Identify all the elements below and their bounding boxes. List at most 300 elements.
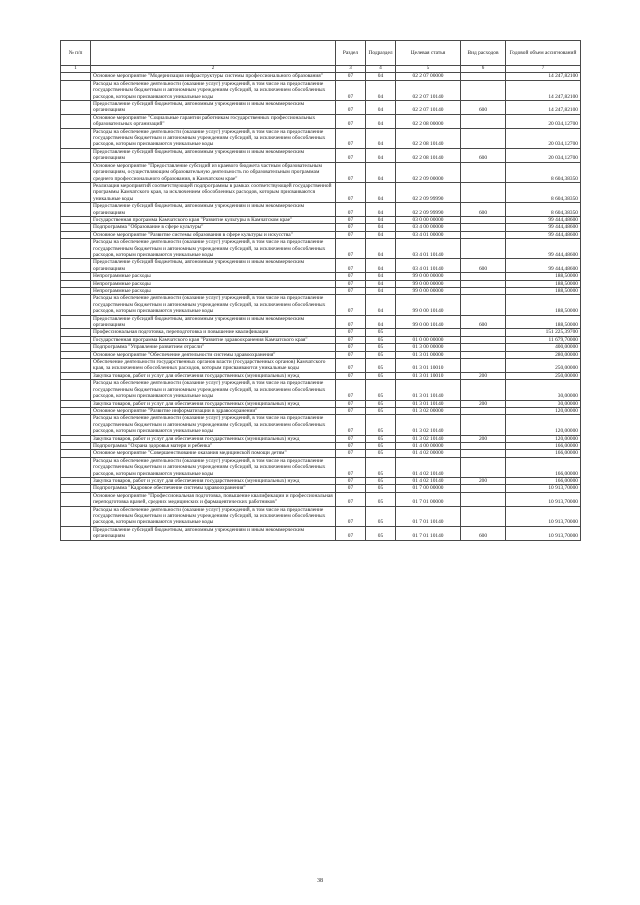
cell-vr xyxy=(461,407,506,414)
cell-name: Расходы на обеспечение деятельности (оказание услуг) учреждений, в том числе на предоставление государственным бюджетным и автономным учреждениям субсидий, за исключением обособленных расходов, которым присваиваются уникальные коды xyxy=(91,457,336,477)
cell-name: Подпрограмма "Образование в сфере культуры" xyxy=(91,224,336,231)
cell-name: Непрограммные расходы xyxy=(91,280,336,287)
cell-rz: 07 xyxy=(336,80,366,100)
cell-sum: 188,50000 xyxy=(506,288,581,295)
table-row xyxy=(61,114,581,128)
cell-num xyxy=(61,442,91,449)
cell-rz: 07 xyxy=(336,380,366,400)
cell-name: Основное мероприятие "Совершенствование оказания медицинской помощи детям" xyxy=(91,450,336,457)
table-row xyxy=(61,506,581,526)
cell-sum: 11 679,70000 xyxy=(506,336,581,343)
col-number: 3 xyxy=(336,66,366,73)
cell-num xyxy=(61,457,91,477)
cell-vr xyxy=(461,114,506,128)
col-number: 7 xyxy=(506,66,581,73)
cell-csr: 01 4 00 00000 xyxy=(396,442,461,449)
cell-num xyxy=(61,435,91,442)
table-row xyxy=(61,435,581,442)
cell-rz: 07 xyxy=(336,457,366,477)
cell-csr: 02 2 07 10140 xyxy=(396,80,461,100)
cell-num xyxy=(61,485,91,492)
cell-sum: 166,00000 xyxy=(506,457,581,477)
cell-sum: 10 913,70000 xyxy=(506,526,581,540)
cell-csr: 99 0 00 10140 xyxy=(396,315,461,329)
cell-pr: 04 xyxy=(366,295,396,315)
cell-pr: 05 xyxy=(366,435,396,442)
cell-pr: 04 xyxy=(366,239,396,259)
header-csr: Целевая статья xyxy=(396,41,461,66)
cell-name: Основное мероприятие "Социальные гарантии работникам государственных профессиональных образовательных организаций" xyxy=(91,114,336,128)
table-row xyxy=(61,407,581,414)
cell-csr: 01 3 02 10140 xyxy=(396,415,461,435)
cell-vr xyxy=(461,336,506,343)
cell-num xyxy=(61,372,91,379)
cell-vr xyxy=(461,162,506,182)
cell-sum: 400,00000 xyxy=(506,344,581,351)
cell-num xyxy=(61,259,91,273)
table-row xyxy=(61,280,581,287)
cell-vr: 600 xyxy=(461,148,506,162)
cell-rz: 07 xyxy=(336,128,366,148)
table-row xyxy=(61,80,581,100)
cell-csr: 01 3 02 00000 xyxy=(396,407,461,414)
cell-vr xyxy=(461,492,506,506)
cell-rz: 07 xyxy=(336,435,366,442)
table-row xyxy=(61,450,581,457)
cell-name: Предоставление субсидий бюджетным, автономным учреждениям и иным некоммерческим организациям xyxy=(91,203,336,217)
cell-csr: 99 0 00 10140 xyxy=(396,295,461,315)
cell-pr: 05 xyxy=(366,344,396,351)
cell-sum: 99 444,48600 xyxy=(506,216,581,223)
cell-vr xyxy=(461,273,506,280)
cell-csr: 02 2 09 99990 xyxy=(396,182,461,202)
col-number: 5 xyxy=(396,66,461,73)
cell-csr: 03 4 00 00000 xyxy=(396,224,461,231)
cell-vr xyxy=(461,231,506,238)
cell-num xyxy=(61,380,91,400)
col-number: 6 xyxy=(461,66,506,73)
cell-pr: 04 xyxy=(366,280,396,287)
col-number: 2 xyxy=(91,66,336,73)
table-row xyxy=(61,162,581,182)
table-row xyxy=(61,73,581,80)
cell-num xyxy=(61,415,91,435)
cell-name: Расходы на обеспечение деятельности (оказание услуг) учреждений, в том числе на предоставление государственным бюджетным и автономным учреждениям субсидий, за исключением обособленных расходов, которым присваиваются уникальные коды xyxy=(91,80,336,100)
cell-rz: 07 xyxy=(336,485,366,492)
cell-num xyxy=(61,450,91,457)
cell-num xyxy=(61,351,91,358)
cell-rz: 07 xyxy=(336,506,366,526)
cell-csr: 99 0 00 00000 xyxy=(396,273,461,280)
cell-rz: 07 xyxy=(336,224,366,231)
cell-name: Закупка товаров, работ и услуг для обеспечения государственных (муниципальных) нужд xyxy=(91,400,336,407)
cell-pr: 04 xyxy=(366,162,396,182)
cell-csr: 01 0 00 00000 xyxy=(396,336,461,343)
cell-sum: 166,00000 xyxy=(506,442,581,449)
cell-name: Государственная программа Камчатского края "Развитие культуры в Камчатском крае" xyxy=(91,216,336,223)
cell-pr: 05 xyxy=(366,415,396,435)
document-page xyxy=(60,40,580,541)
cell-rz: 07 xyxy=(336,351,366,358)
cell-pr: 04 xyxy=(366,80,396,100)
cell-csr: 02 2 08 10140 xyxy=(396,148,461,162)
cell-vr xyxy=(461,442,506,449)
cell-pr: 04 xyxy=(366,128,396,148)
table-row xyxy=(61,344,581,351)
cell-name: Основное мероприятие "Профессиональная подготовка, повышение квалификации и профессиональная переподготовка врачей, средних медицинских и фармацевтических работников" xyxy=(91,492,336,506)
cell-num xyxy=(61,231,91,238)
table-row xyxy=(61,295,581,315)
cell-num xyxy=(61,148,91,162)
cell-csr: 03 4 01 10140 xyxy=(396,259,461,273)
cell-name: Непрограммные расходы xyxy=(91,288,336,295)
cell-pr: 05 xyxy=(366,407,396,414)
cell-csr: 02 2 07 00000 xyxy=(396,73,461,80)
cell-rz: 07 xyxy=(336,415,366,435)
cell-sum: 99 444,48600 xyxy=(506,259,581,273)
cell-rz: 07 xyxy=(336,400,366,407)
cell-vr xyxy=(461,329,506,336)
cell-csr: 02 2 09 00000 xyxy=(396,162,461,182)
cell-sum: 188,50000 xyxy=(506,280,581,287)
cell-sum: 10 913,70000 xyxy=(506,506,581,526)
column-numbers-row xyxy=(61,66,581,73)
cell-csr: 99 0 00 00000 xyxy=(396,288,461,295)
cell-num xyxy=(61,492,91,506)
cell-vr xyxy=(461,239,506,259)
cell-num xyxy=(61,336,91,343)
cell-vr: 200 xyxy=(461,400,506,407)
cell-rz: 07 xyxy=(336,450,366,457)
cell-csr: 02 2 08 10140 xyxy=(396,128,461,148)
cell-pr: 05 xyxy=(366,477,396,484)
cell-name: Основное мероприятие "Развитие системы образования в сфере культуры и искусства" xyxy=(91,231,336,238)
cell-name: Подпрограмма "Охрана здоровья матери и ребенка" xyxy=(91,442,336,449)
cell-rz: 07 xyxy=(336,288,366,295)
cell-vr: 600 xyxy=(461,315,506,329)
cell-num xyxy=(61,73,91,80)
cell-rz: 07 xyxy=(336,259,366,273)
cell-vr: 200 xyxy=(461,477,506,484)
cell-rz: 07 xyxy=(336,280,366,287)
cell-csr: 01 3 02 10140 xyxy=(396,435,461,442)
header-sum: Годовой объем ассигнований xyxy=(506,41,581,66)
cell-sum: 14 247,82100 xyxy=(506,101,581,115)
budget-table xyxy=(60,40,581,541)
table-row xyxy=(61,101,581,115)
cell-csr: 01 7 01 10140 xyxy=(396,526,461,540)
table-row xyxy=(61,315,581,329)
cell-num xyxy=(61,359,91,373)
cell-vr xyxy=(461,224,506,231)
cell-vr xyxy=(461,450,506,457)
cell-rz: 07 xyxy=(336,336,366,343)
cell-csr xyxy=(396,329,461,336)
cell-num xyxy=(61,114,91,128)
table-row xyxy=(61,380,581,400)
cell-csr: 01 3 01 10140 xyxy=(396,380,461,400)
cell-name: Подпрограмма "Кадровое обеспечение системы здравоохранения" xyxy=(91,485,336,492)
cell-csr: 03 4 01 10140 xyxy=(396,239,461,259)
header-vr: Вид расходов xyxy=(461,41,506,66)
cell-pr: 04 xyxy=(366,315,396,329)
cell-csr: 01 3 01 10010 xyxy=(396,372,461,379)
cell-vr xyxy=(461,216,506,223)
cell-num xyxy=(61,295,91,315)
table-row xyxy=(61,239,581,259)
cell-csr: 01 3 01 10010 xyxy=(396,359,461,373)
cell-rz: 07 xyxy=(336,359,366,373)
cell-sum: 10 913,70000 xyxy=(506,485,581,492)
table-row xyxy=(61,128,581,148)
cell-pr: 05 xyxy=(366,442,396,449)
table-row xyxy=(61,182,581,202)
cell-pr: 05 xyxy=(366,485,396,492)
table-row xyxy=(61,359,581,373)
cell-name: Предоставление субсидий бюджетным, автономным учреждениям и иным некоммерческим организациям xyxy=(91,526,336,540)
cell-sum: 20 034,12700 xyxy=(506,128,581,148)
cell-rz: 07 xyxy=(336,182,366,202)
cell-rz: 07 xyxy=(336,148,366,162)
cell-sum: 188,50000 xyxy=(506,295,581,315)
cell-num xyxy=(61,162,91,182)
cell-rz: 07 xyxy=(336,407,366,414)
cell-vr: 600 xyxy=(461,101,506,115)
cell-rz: 07 xyxy=(336,344,366,351)
cell-pr: 04 xyxy=(366,273,396,280)
cell-name: Основное мероприятие "Предоставление субсидий из краевого бюджета частным образовательным организациям, осуществляющим образовательную деятельность по образовательным программам среднего профессионального образования, в Камчатском крае" xyxy=(91,162,336,182)
table-row xyxy=(61,457,581,477)
cell-name: Предоставление субсидий бюджетным, автономным учреждениям и иным некоммерческим организациям xyxy=(91,315,336,329)
cell-name: Непрограммные расходы xyxy=(91,273,336,280)
cell-name: Предоставление субсидий бюджетным, автономным учреждениям и иным некоммерческим организациям xyxy=(91,101,336,115)
cell-pr: 04 xyxy=(366,288,396,295)
cell-vr xyxy=(461,288,506,295)
table-row xyxy=(61,329,581,336)
table-row xyxy=(61,400,581,407)
table-row xyxy=(61,351,581,358)
cell-csr: 03 0 00 00000 xyxy=(396,216,461,223)
cell-num xyxy=(61,526,91,540)
cell-csr: 02 2 08 00000 xyxy=(396,114,461,128)
cell-num xyxy=(61,506,91,526)
cell-num xyxy=(61,101,91,115)
cell-csr: 01 4 02 00000 xyxy=(396,450,461,457)
table-row xyxy=(61,203,581,217)
cell-num xyxy=(61,400,91,407)
cell-name: Расходы на обеспечение деятельности (оказание услуг) учреждений, в том числе на предоставление государственным бюджетным и автономным учреждениям субсидий, за исключением обособленных расходов, которым присваиваются уникальные коды xyxy=(91,295,336,315)
table-row xyxy=(61,259,581,273)
cell-pr: 05 xyxy=(366,506,396,526)
table-row xyxy=(61,336,581,343)
cell-rz: 07 xyxy=(336,114,366,128)
cell-sum: 10 913,70000 xyxy=(506,492,581,506)
header-podrazdel: Подраздел xyxy=(366,41,396,66)
cell-name: Реализация мероприятий соответствующей подпрограммы в рамках соответствующей государственной программы Камчатского края, за исключением обособленных расходов, которым присваиваются уникальные коды xyxy=(91,182,336,202)
cell-pr: 04 xyxy=(366,73,396,80)
table-row xyxy=(61,216,581,223)
cell-sum: 99 444,48600 xyxy=(506,239,581,259)
cell-vr xyxy=(461,128,506,148)
table-row xyxy=(61,231,581,238)
cell-name: Расходы на обеспечение деятельности (оказание услуг) учреждений, в том числе на предоставление государственным бюджетным и автономным учреждениям субсидий, за исключением обособленных расходов, которым присваиваются уникальные коды xyxy=(91,380,336,400)
cell-name: Профессиональная подготовка, переподготовка и повышение квалификации xyxy=(91,329,336,336)
cell-sum: 166,00000 xyxy=(506,477,581,484)
cell-sum: 120,00000 xyxy=(506,407,581,414)
cell-sum: 188,50000 xyxy=(506,273,581,280)
col-number: 1 xyxy=(61,66,91,73)
cell-sum: 8 604,38350 xyxy=(506,162,581,182)
cell-num xyxy=(61,273,91,280)
cell-name: Закупка товаров, работ и услуг для обеспечения государственных (муниципальных) нужд xyxy=(91,435,336,442)
cell-vr: 200 xyxy=(461,435,506,442)
cell-csr: 01 3 01 00000 xyxy=(396,351,461,358)
cell-name: Расходы на обеспечение деятельности (оказание услуг) учреждений, в том числе на предоставление государственным бюджетным и автономным учреждениям субсидий, за исключением обособленных расходов, которым присваиваются уникальные коды xyxy=(91,415,336,435)
cell-vr xyxy=(461,80,506,100)
cell-rz: 07 xyxy=(336,295,366,315)
cell-sum: 20 034,12700 xyxy=(506,148,581,162)
cell-name: Расходы на обеспечение деятельности (оказание услуг) учреждений, в том числе на предоставление государственным бюджетным и автономным учреждениям субсидий, за исключением обособленных расходов, которым присваиваются уникальные коды xyxy=(91,239,336,259)
cell-num xyxy=(61,182,91,202)
cell-num xyxy=(61,288,91,295)
cell-sum: 188,50000 xyxy=(506,315,581,329)
cell-name: Государственная программа Камчатского края "Развитие здравоохранения Камчатского края" xyxy=(91,336,336,343)
cell-name: Обеспечение деятельности государственных органов власти (государственных органов) Камчатского края, за исключением обособленных расходов, которым присваиваются уникальные коды xyxy=(91,359,336,373)
cell-pr: 05 xyxy=(366,351,396,358)
cell-num xyxy=(61,315,91,329)
cell-pr: 04 xyxy=(366,203,396,217)
cell-csr: 01 3 01 10140 xyxy=(396,400,461,407)
cell-rz: 07 xyxy=(336,372,366,379)
cell-rz: 07 xyxy=(336,329,366,336)
cell-pr: 04 xyxy=(366,231,396,238)
cell-pr: 05 xyxy=(366,450,396,457)
cell-sum: 30,00000 xyxy=(506,380,581,400)
cell-sum: 14 247,82100 xyxy=(506,73,581,80)
cell-pr: 04 xyxy=(366,101,396,115)
cell-rz: 07 xyxy=(336,101,366,115)
cell-sum: 99 444,48600 xyxy=(506,231,581,238)
header-razdel: Раздел xyxy=(336,41,366,66)
cell-name: Основное мероприятие "Обеспечение деятельности системы здравоохранения" xyxy=(91,351,336,358)
cell-name: Предоставление субсидий бюджетным, автономным учреждениям и иным некоммерческим организациям xyxy=(91,148,336,162)
cell-rz: 07 xyxy=(336,203,366,217)
cell-sum: 30,00000 xyxy=(506,400,581,407)
cell-vr: 600 xyxy=(461,526,506,540)
cell-num xyxy=(61,344,91,351)
cell-vr: 600 xyxy=(461,203,506,217)
cell-pr: 04 xyxy=(366,224,396,231)
cell-name: Расходы на обеспечение деятельности (оказание услуг) учреждений, в том числе на предоставление государственным бюджетным и автономным учреждениям субсидий, за исключением обособленных расходов, которым присваиваются уникальные коды xyxy=(91,128,336,148)
cell-pr: 05 xyxy=(366,457,396,477)
table-row xyxy=(61,415,581,435)
table-row xyxy=(61,372,581,379)
cell-pr: 05 xyxy=(366,400,396,407)
cell-pr: 04 xyxy=(366,114,396,128)
cell-name: Расходы на обеспечение деятельности (оказание услуг) учреждений, в том числе на предоставление государственным бюджетным и автономным учреждениям субсидий, за исключением обособленных расходов, которым присваиваются уникальные коды xyxy=(91,506,336,526)
cell-num xyxy=(61,329,91,336)
cell-sum: 280,00000 xyxy=(506,351,581,358)
cell-vr xyxy=(461,380,506,400)
table-row xyxy=(61,477,581,484)
cell-csr: 03 4 01 00000 xyxy=(396,231,461,238)
page-number: 38 xyxy=(317,878,323,884)
table-row xyxy=(61,442,581,449)
cell-csr: 01 7 01 00000 xyxy=(396,492,461,506)
cell-num xyxy=(61,477,91,484)
cell-vr xyxy=(461,457,506,477)
cell-pr: 04 xyxy=(366,259,396,273)
cell-rz: 07 xyxy=(336,492,366,506)
cell-vr xyxy=(461,351,506,358)
cell-rz: 07 xyxy=(336,239,366,259)
cell-num xyxy=(61,216,91,223)
cell-rz: 07 xyxy=(336,216,366,223)
table-row xyxy=(61,526,581,540)
cell-num xyxy=(61,280,91,287)
cell-rz: 07 xyxy=(336,273,366,280)
cell-name: Основное мероприятие "Развитие информатизации в здравоохранении" xyxy=(91,407,336,414)
cell-pr: 04 xyxy=(366,148,396,162)
cell-name: Закупка товаров, работ и услуг для обеспечения государственных (муниципальных) нужд xyxy=(91,477,336,484)
cell-sum: 8 604,38350 xyxy=(506,203,581,217)
cell-num xyxy=(61,203,91,217)
table-row xyxy=(61,224,581,231)
cell-csr: 01 4 02 10140 xyxy=(396,457,461,477)
cell-name: Подпрограмма "Управление развитием отрасли" xyxy=(91,344,336,351)
cell-sum: 166,00000 xyxy=(506,450,581,457)
cell-csr: 02 2 09 99990 xyxy=(396,203,461,217)
cell-rz: 07 xyxy=(336,162,366,182)
cell-vr xyxy=(461,295,506,315)
cell-num xyxy=(61,239,91,259)
cell-vr xyxy=(461,485,506,492)
cell-rz: 07 xyxy=(336,73,366,80)
cell-sum: 151 225,39700 xyxy=(506,329,581,336)
cell-sum: 250,00000 xyxy=(506,359,581,373)
cell-csr: 01 4 02 10140 xyxy=(396,477,461,484)
cell-vr xyxy=(461,359,506,373)
table-header xyxy=(61,41,581,66)
cell-csr: 99 0 00 00000 xyxy=(396,280,461,287)
cell-sum: 120,00000 xyxy=(506,415,581,435)
cell-vr xyxy=(461,73,506,80)
cell-rz: 07 xyxy=(336,231,366,238)
cell-rz: 07 xyxy=(336,477,366,484)
cell-sum: 8 604,38350 xyxy=(506,182,581,202)
cell-sum: 99 444,48600 xyxy=(506,224,581,231)
cell-rz: 07 xyxy=(336,526,366,540)
cell-csr: 01 7 01 10140 xyxy=(396,506,461,526)
cell-num xyxy=(61,80,91,100)
cell-vr xyxy=(461,280,506,287)
col-number: 4 xyxy=(366,66,396,73)
cell-vr xyxy=(461,415,506,435)
cell-pr: 05 xyxy=(366,380,396,400)
cell-num xyxy=(61,128,91,148)
cell-pr: 05 xyxy=(366,359,396,373)
cell-name: Закупка товаров, работ и услуг для обеспечения государственных (муниципальных) нужд xyxy=(91,372,336,379)
cell-vr xyxy=(461,506,506,526)
cell-pr: 05 xyxy=(366,526,396,540)
cell-sum: 120,00000 xyxy=(506,435,581,442)
table-row xyxy=(61,485,581,492)
cell-sum: 250,00000 xyxy=(506,372,581,379)
cell-num xyxy=(61,224,91,231)
cell-pr: 05 xyxy=(366,329,396,336)
cell-pr: 05 xyxy=(366,336,396,343)
cell-pr: 05 xyxy=(366,372,396,379)
